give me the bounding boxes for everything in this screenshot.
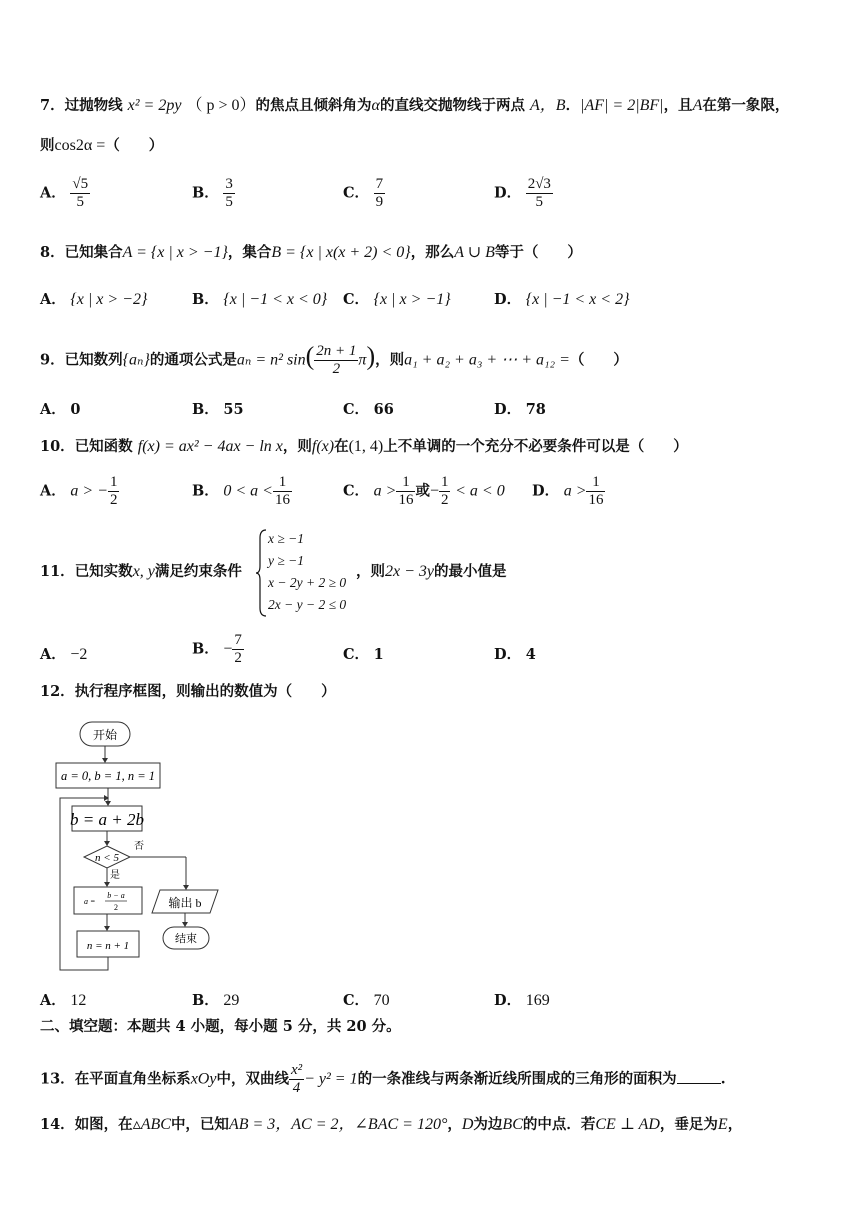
flow-no-label: 否: [134, 841, 144, 852]
q11-line: 11．已知实数x, y满足约束条件: [40, 563, 242, 580]
q7-line2: 则cos2α =（ ）: [40, 137, 164, 154]
q9-option-b[interactable]: B． 55: [192, 401, 244, 418]
flow-step-text: b = a + 2b: [70, 810, 144, 829]
flow-start-text: 开始: [92, 728, 118, 742]
q10-line: 10．已知函数 f(x) = ax² − 4ax − ln x，则f(x)在(1, 4)上不单调的一个充分不必要条件可以是（ ）: [40, 438, 688, 455]
q10-option-c[interactable]: C． a > $\frac{1}{16}$ 或− $\frac{1}{2}$ < a < 0: [343, 474, 505, 508]
q7-number: 7．: [40, 97, 65, 114]
q10-option-a[interactable]: A． a > − $\frac{1}{2}$: [40, 474, 118, 508]
q7-option-a[interactable]: A． $\frac{√5}{5}$: [40, 176, 89, 210]
q14-line: 14．如图，在▵ABC中，已知AB = 3，AC = 2，∠BAC = 120°，D为边BC的中点．若CE ⊥ AD，垂足为E，: [40, 1116, 743, 1133]
q10-option-d[interactable]: D． a > $\frac{1}{16}$: [532, 474, 604, 508]
q7-option-d[interactable]: D． $\frac{2√3}{5}$: [494, 176, 551, 210]
q7-option-b[interactable]: B． $\frac{3}{5}$: [192, 176, 233, 210]
flow-cond-text: n < 5: [95, 852, 119, 864]
flow-assign-a: a =: [84, 897, 96, 906]
flow-output-text: 输出 b: [168, 896, 202, 910]
flow-end-text: 结束: [175, 933, 197, 945]
q8-option-d[interactable]: D． {x | −1 < x < 2}: [494, 291, 630, 308]
q11-option-a[interactable]: A． −2: [40, 646, 88, 663]
q12-flowchart: [50, 718, 240, 976]
q13-answer-blank[interactable]: [677, 1069, 721, 1084]
flow-assign-num: b − a: [107, 891, 125, 900]
flow-yes-label: 是: [110, 870, 120, 881]
flow-init-text: a = 0, b = 1, n = 1: [60, 769, 156, 783]
q9-option-d[interactable]: D． 78: [494, 401, 546, 418]
q9-option-a[interactable]: A． 0: [40, 401, 81, 418]
q12-option-a[interactable]: A． 12: [40, 992, 87, 1009]
q11-constraint-system: x ≥ −1 y ≥ −1 x − 2y + 2 ≥ 0 2x − y − 2 ≤ 0: [268, 531, 347, 612]
q12-line: 12．执行程序框图，则输出的数值为（ ）: [40, 683, 336, 700]
q7-line1: 7．过抛物线 x² = 2py （ p > 0）的焦点且倾斜角为α的直线交抛物线于两点 A，B．|AF| = 2|BF|，且A在第一象限，: [40, 97, 790, 114]
q8-option-c[interactable]: C． {x | x > −1}: [343, 291, 451, 308]
q11-brace: [256, 528, 268, 618]
q8-option-b[interactable]: B． {x | −1 < x < 0}: [192, 291, 328, 308]
q12-option-c[interactable]: C． 70: [343, 992, 390, 1009]
q8-line: 8．已知集合A = {x | x > −1}，集合B = {x | x(x + 2) < 0}，那么A ∪ B等于（ ）: [40, 244, 582, 261]
q8-option-a[interactable]: A． {x | x > −2}: [40, 291, 148, 308]
q11-option-d[interactable]: D． 4: [494, 646, 536, 663]
q9-fraction: $\frac{2n + 1}{2}$: [316, 343, 357, 377]
q11-option-c[interactable]: C． 1: [343, 646, 384, 663]
flow-inc-text: n = n + 1: [86, 940, 130, 952]
q7-option-c[interactable]: C． $\frac{7}{9}$: [343, 176, 384, 210]
q10-option-b[interactable]: B． 0 < a < $\frac{1}{16}$: [192, 474, 290, 508]
q13-line: 13．在平面直角坐标系xOy中，双曲线 $\frac{\text{x²}}{4}$ − y² = 1的一条准线与两条渐近线所围成的三角形的面积为 .: [40, 1062, 726, 1096]
q11-option-b[interactable]: B． − $\frac{7}{2}$: [192, 632, 242, 666]
q9-line: 9．已知数列{aₙ}的通项公式是aₙ = n² sin( $\frac{2n + 1}{2}$ π)，则a₁ + a₂ + a₃ + ⋯ + a₁₂ =（ ）: [40, 341, 628, 377]
flow-assign-den: 2: [114, 903, 118, 912]
q12-option-b[interactable]: B． 29: [192, 992, 240, 1009]
q9-option-c[interactable]: C． 66: [343, 401, 394, 418]
q11-line-tail: ，则2x − 3y的最小值是: [356, 563, 507, 580]
section-fill-in-blank-heading: 二、填空题：本题共 4 小题，每小题 5 分，共 20 分。: [40, 1018, 401, 1035]
q12-option-d[interactable]: D． 169: [494, 992, 550, 1009]
